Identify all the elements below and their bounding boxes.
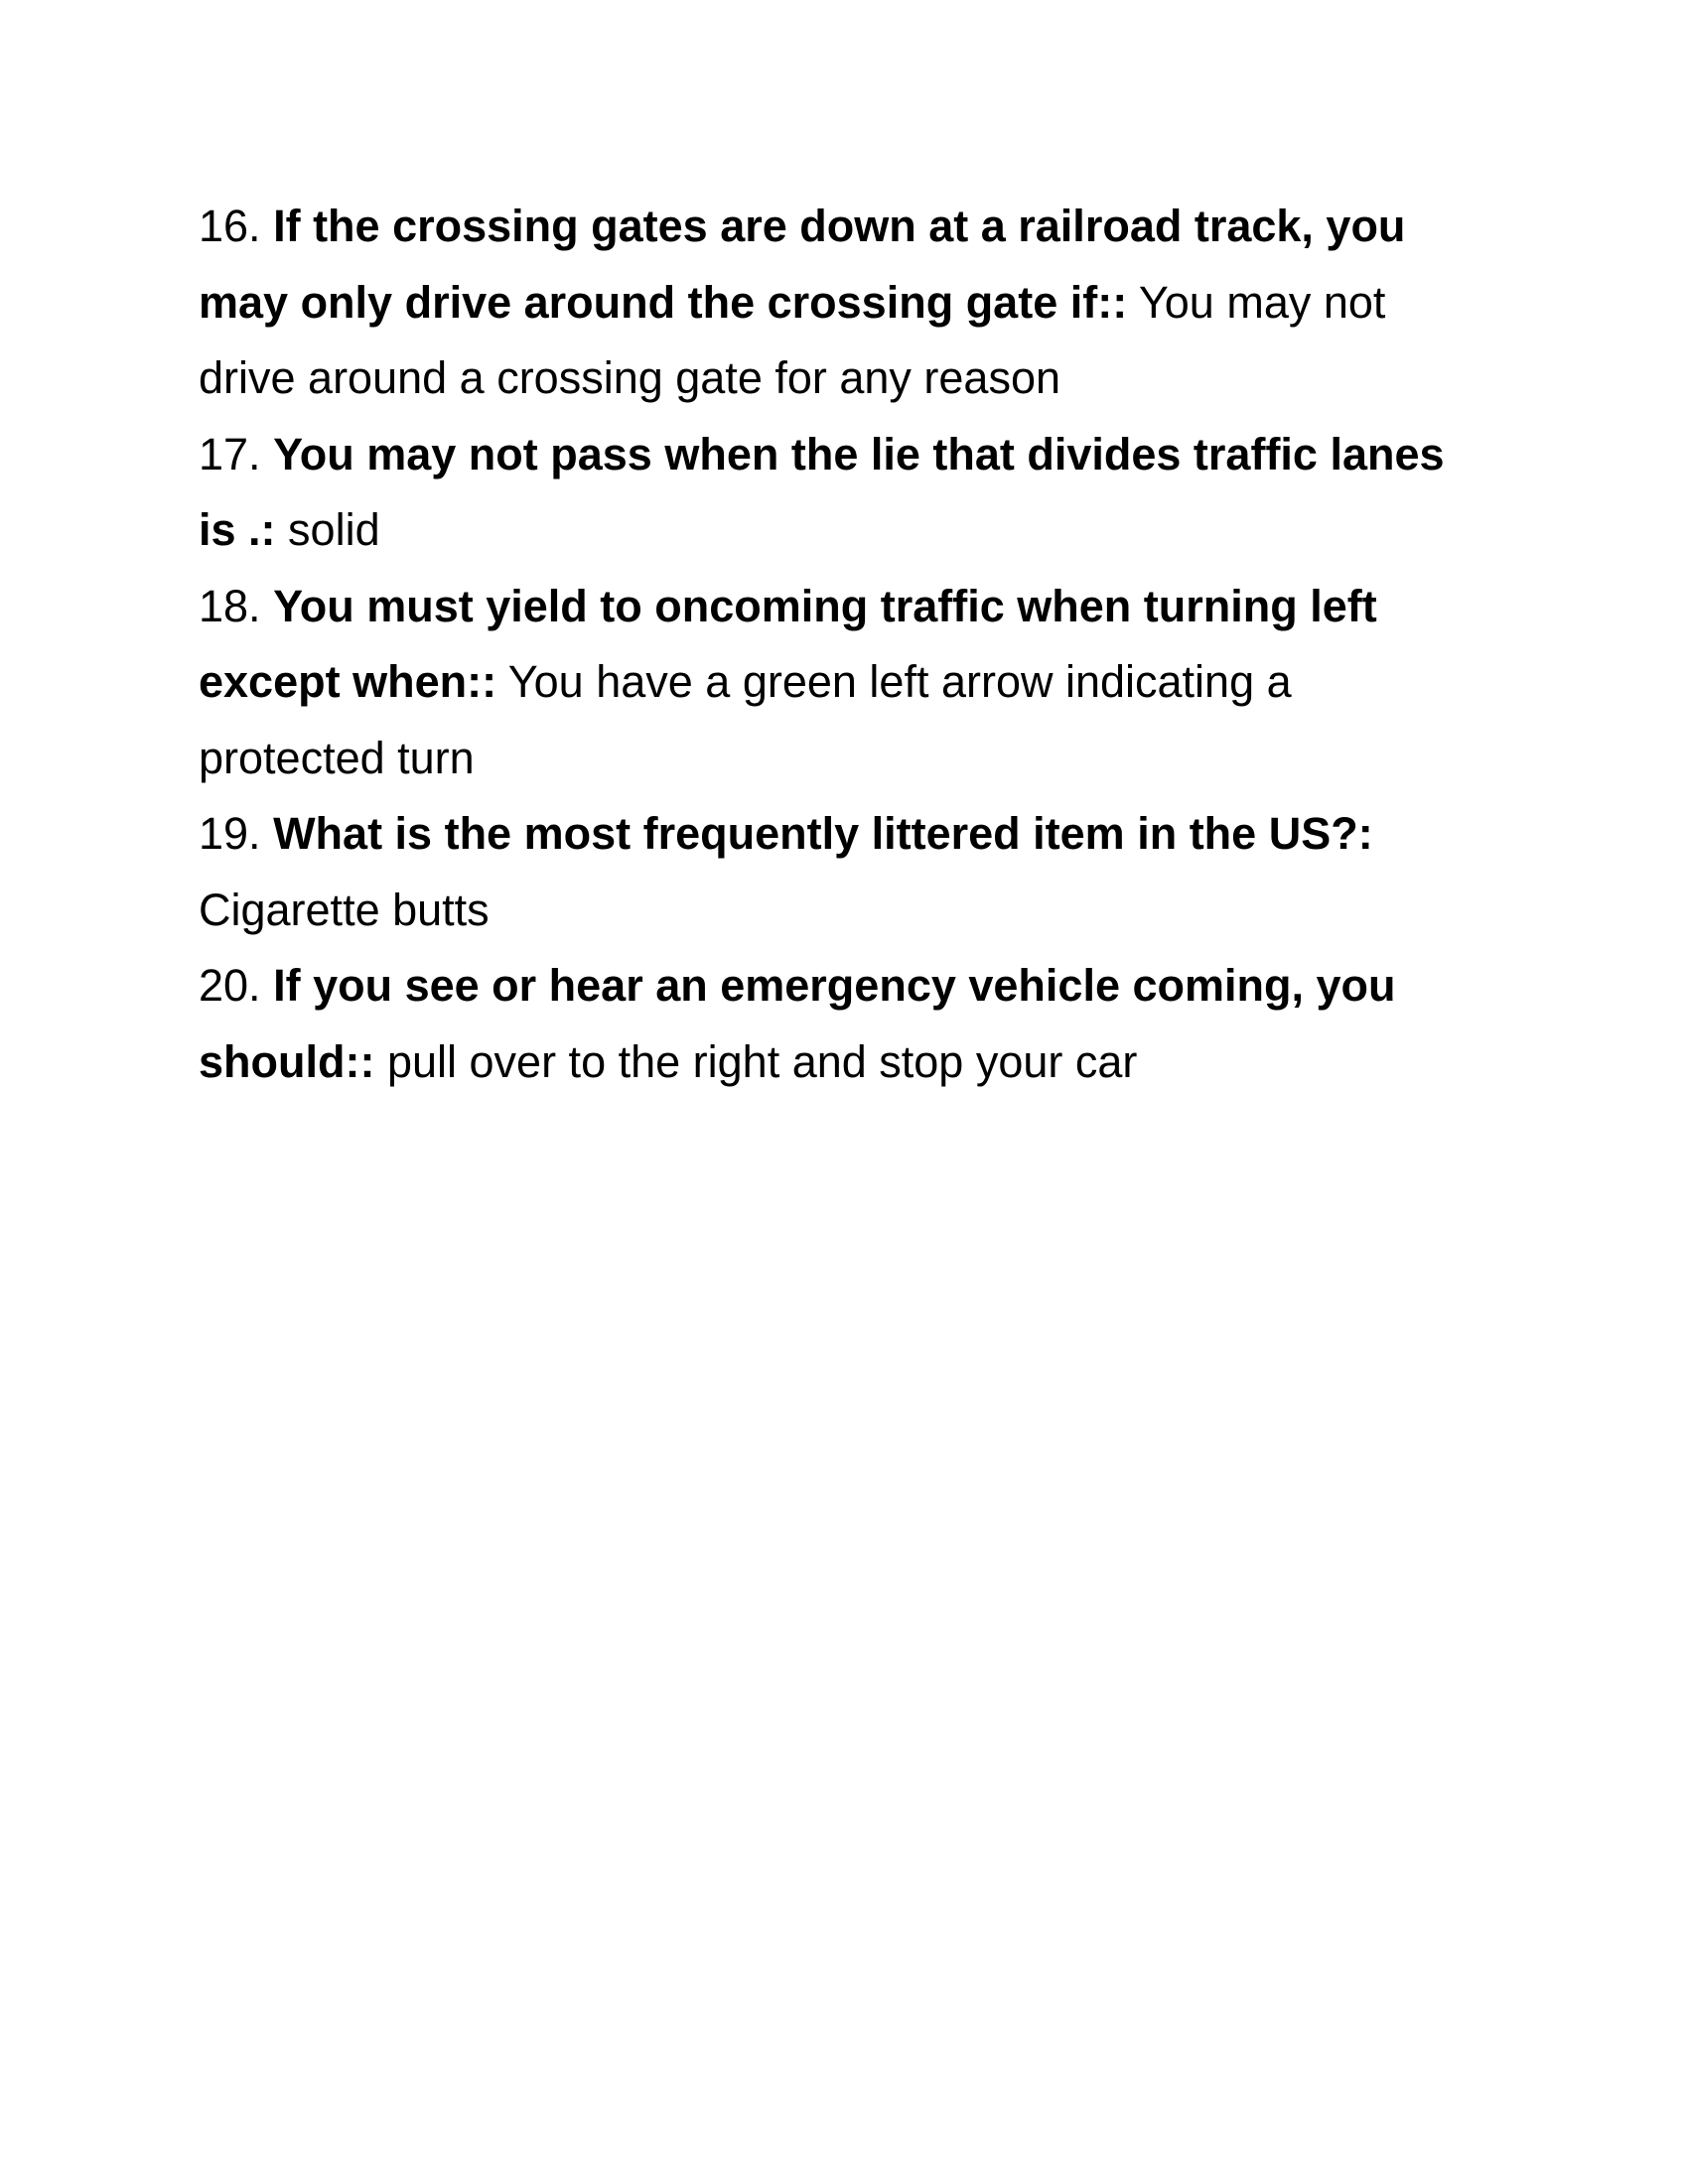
qa-item-19 xyxy=(199,796,1489,948)
answer-text: solid xyxy=(288,504,380,555)
answer-text: You have a green left arrow indicating a protected turn xyxy=(199,656,1292,783)
question-text: You may not pass when the lie that divides traffic lanes is .: xyxy=(199,428,1445,555)
qa-item-17 xyxy=(199,417,1489,569)
question-text: You must yield to oncoming traffic when turning left except when:: xyxy=(199,580,1377,707)
answer-text: You may not drive around a crossing gate for any reason xyxy=(199,276,1386,403)
question-text: If you see or hear an emergency vehicle coming, you should:: xyxy=(199,960,1396,1087)
qa-item-16 xyxy=(199,189,1489,417)
qa-item-18 xyxy=(199,569,1489,797)
answer-text: pull over to the right and stop your car xyxy=(386,1035,1138,1087)
item-number: 20. xyxy=(199,960,261,1011)
qa-item-20 xyxy=(199,948,1489,1100)
item-number: 19. xyxy=(199,808,261,859)
item-number: 16. xyxy=(199,201,261,251)
question-text: What is the most frequently littered item in the US?: xyxy=(273,808,1373,859)
answer-text: Cigarette butts xyxy=(199,884,490,935)
document-page xyxy=(199,189,1489,1100)
item-number: 17. xyxy=(199,428,261,479)
question-text: If the crossing gates are down at a railroad track, you may only drive around the crossing gate if:: xyxy=(199,201,1406,328)
item-number: 18. xyxy=(199,580,261,631)
